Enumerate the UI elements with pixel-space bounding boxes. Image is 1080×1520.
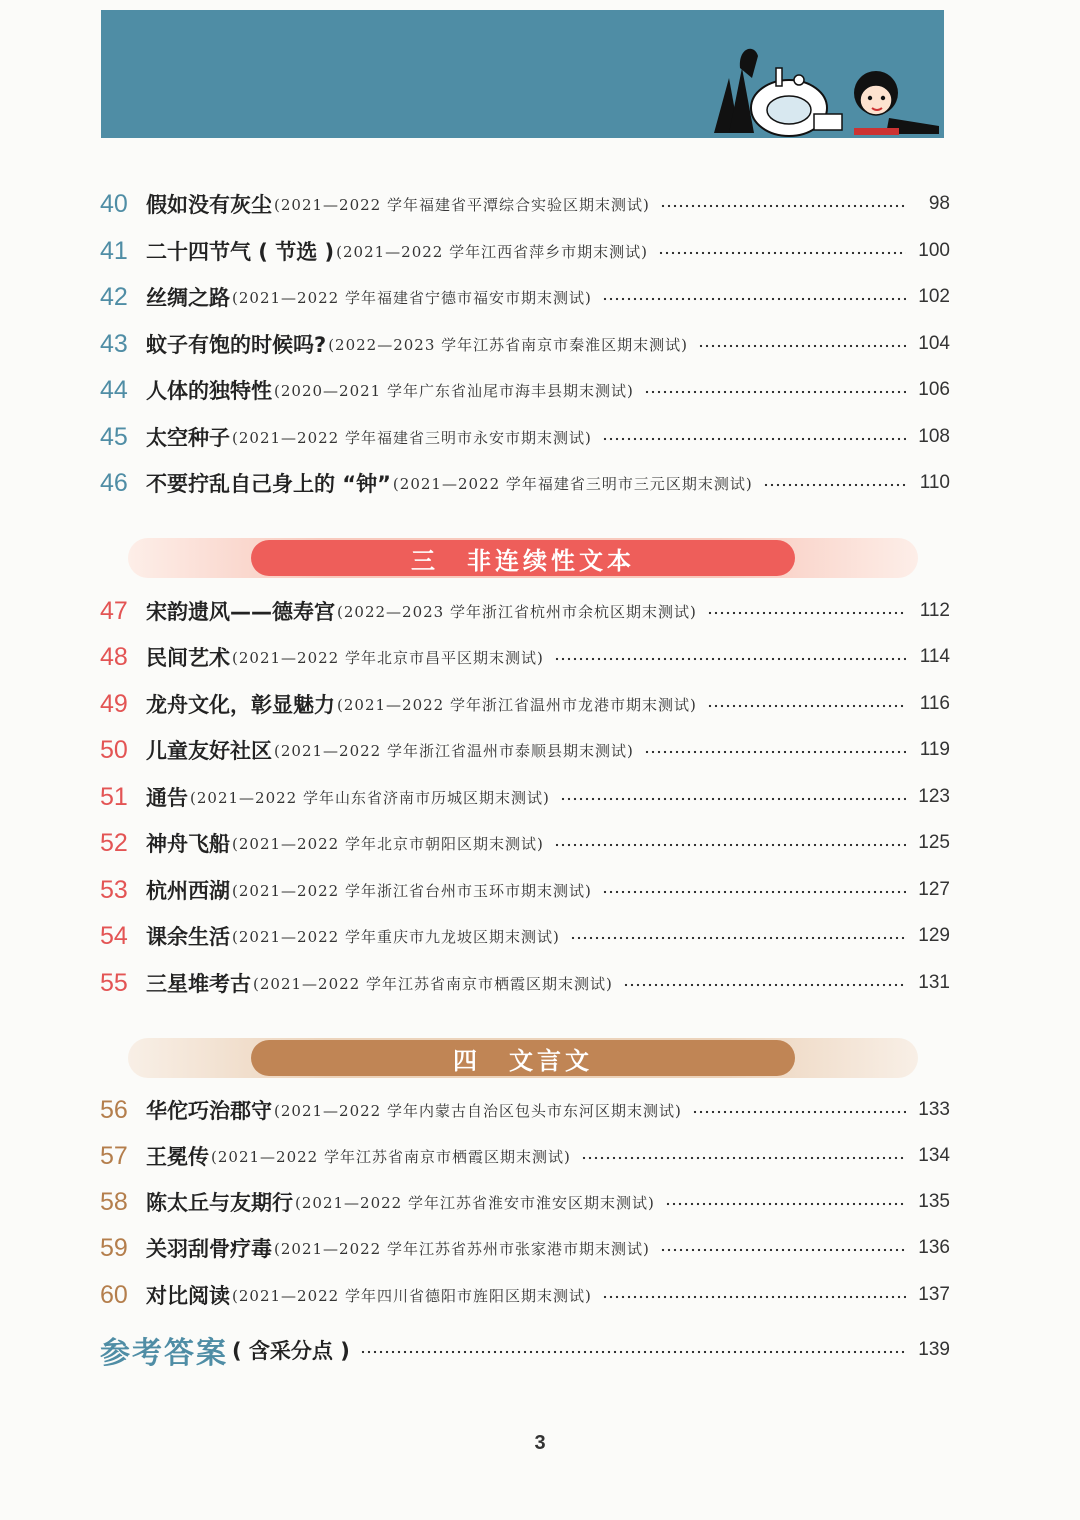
entry-title: 王冕传 xyxy=(146,1145,209,1169)
entry-number: 59 xyxy=(100,1233,128,1262)
entry-source: (2021—2022 学年浙江省台州市玉环市期末测试) xyxy=(232,881,592,900)
entry-number: 49 xyxy=(100,689,128,718)
entry-title: 儿童友好社区 xyxy=(146,739,272,763)
entry-number: 48 xyxy=(100,642,128,671)
entry-page: 137 xyxy=(918,1284,950,1305)
answers-title: 参考答案 xyxy=(100,1336,228,1371)
entry-source: (2021—2022 学年江苏省淮安市淮安区期末测试) xyxy=(295,1193,655,1212)
entry-title: 神舟飞船 xyxy=(146,832,230,856)
leader-dots xyxy=(554,657,906,661)
toc-entry[interactable] xyxy=(100,231,950,271)
entry-page: 112 xyxy=(919,600,950,621)
entry-title: 不要拧乱自己身上的 “钟” xyxy=(146,472,391,496)
entry-source: (2022—2023 学年江苏省南京市秦淮区期末测试) xyxy=(328,335,689,354)
entry-page: 134 xyxy=(918,1145,950,1166)
toc-entry[interactable] xyxy=(100,591,950,631)
leader-dots xyxy=(602,297,906,301)
entry-number: 40 xyxy=(100,189,128,218)
entry-title: 丝绸之路 xyxy=(146,286,230,310)
leader-dots xyxy=(644,390,906,394)
entry-source: (2021—2022 学年重庆市九龙坡区期末测试) xyxy=(232,927,560,946)
entry-number: 52 xyxy=(100,828,128,857)
entry-title: 关羽刮骨疗毒 xyxy=(146,1237,272,1261)
entry-page: 116 xyxy=(919,693,950,714)
leader-dots xyxy=(692,1110,906,1114)
toc-entry[interactable] xyxy=(100,1136,950,1176)
section-header-classical-chinese xyxy=(128,1038,918,1078)
toc-entry[interactable] xyxy=(100,777,950,817)
entry-title: 三星堆考古 xyxy=(146,972,251,996)
entry-page: 102 xyxy=(918,286,950,307)
entry-number: 54 xyxy=(100,921,128,950)
toc-entry[interactable] xyxy=(100,1275,950,1315)
leader-dots xyxy=(581,1156,906,1160)
entry-page: 114 xyxy=(919,646,950,667)
entry-number: 46 xyxy=(100,468,128,497)
entry-title: 龙舟文化，彰显魅力 xyxy=(146,693,335,717)
toc-entry[interactable] xyxy=(100,823,950,863)
leader-dots xyxy=(707,704,906,708)
toc-entry[interactable] xyxy=(100,463,950,503)
section-header-nonlinear-text xyxy=(128,538,918,578)
entry-title: 通告 xyxy=(146,786,188,810)
entry-page: 135 xyxy=(918,1191,950,1212)
toc-entry[interactable] xyxy=(100,277,950,317)
entry-source: (2021—2022 学年北京市昌平区期末测试) xyxy=(232,648,544,667)
toc-entry-answers[interactable] xyxy=(100,1326,950,1374)
entry-source: (2021—2022 学年浙江省温州市泰顺县期末测试) xyxy=(274,741,634,760)
entry-source: (2022—2023 学年浙江省杭州市余杭区期末测试) xyxy=(337,602,697,621)
leader-dots xyxy=(665,1202,906,1206)
leader-dots xyxy=(660,1248,906,1252)
entry-number: 43 xyxy=(100,329,128,358)
entry-title: 蚊子有饱的时候吗? xyxy=(146,333,327,357)
entry-page: 125 xyxy=(918,832,950,853)
entry-number: 41 xyxy=(100,236,128,265)
entry-title: 陈太丘与友期行 xyxy=(146,1191,293,1215)
entry-title: 宋韵遗风——德寿宫 xyxy=(146,600,335,624)
entry-source: (2021—2022 学年江西省萍乡市期末测试) xyxy=(336,242,648,261)
entry-page: 139 xyxy=(918,1339,950,1360)
header-banner xyxy=(101,10,944,138)
leader-dots xyxy=(602,890,906,894)
entry-number: 51 xyxy=(100,782,128,811)
entry-page: 136 xyxy=(918,1237,950,1258)
entry-page: 119 xyxy=(919,739,950,760)
toc-entry[interactable] xyxy=(100,870,950,910)
entry-number: 44 xyxy=(100,375,128,404)
entry-page: 131 xyxy=(918,972,950,993)
toc-entry[interactable] xyxy=(100,684,950,724)
entry-source: (2021—2022 学年浙江省温州市龙港市期末测试) xyxy=(337,695,697,714)
entry-number: 42 xyxy=(100,282,128,311)
entry-number: 50 xyxy=(100,735,128,764)
entry-page: 127 xyxy=(918,879,950,900)
leader-dots xyxy=(707,611,906,615)
toc-entry[interactable] xyxy=(100,730,950,770)
entry-source: (2021—2022 学年北京市朝阳区期末测试) xyxy=(232,834,544,853)
leader-dots xyxy=(644,750,906,754)
entry-page: 108 xyxy=(918,426,950,447)
toc-entry[interactable] xyxy=(100,637,950,677)
section-label: 三 非连续性文本 xyxy=(251,540,795,576)
entry-page: 129 xyxy=(918,925,950,946)
entry-number: 57 xyxy=(100,1141,128,1170)
entry-source: (2021—2022 学年福建省三明市三元区期末测试) xyxy=(392,474,753,493)
entry-source: (2020—2021 学年广东省汕尾市海丰县期末测试) xyxy=(274,381,634,400)
entry-source: (2021—2022 学年山东省济南市历城区期末测试) xyxy=(190,788,550,807)
leader-dots xyxy=(658,251,906,255)
entry-number: 47 xyxy=(100,596,128,625)
entry-title: 杭州西湖 xyxy=(146,879,230,903)
leader-dots xyxy=(554,843,906,847)
toc-entry[interactable] xyxy=(100,1182,950,1222)
toc-entry[interactable] xyxy=(100,916,950,956)
entry-page: 100 xyxy=(918,240,950,261)
toc-entry[interactable] xyxy=(100,1228,950,1268)
entry-title: 太空种子 xyxy=(146,426,230,450)
toc-entry[interactable] xyxy=(100,417,950,457)
toc-entry[interactable] xyxy=(100,963,950,1003)
entry-source: (2021—2022 学年内蒙古自治区包头市东河区期末测试) xyxy=(274,1101,682,1120)
entry-page: 123 xyxy=(918,786,950,807)
entry-title: 二十四节气 ( 节选 ) xyxy=(146,240,335,264)
entry-page: 104 xyxy=(918,333,950,354)
leader-dots xyxy=(560,797,906,801)
entry-title: 华佗巧治郡守 xyxy=(146,1099,272,1123)
toc-entry[interactable] xyxy=(100,1090,950,1130)
leader-dots xyxy=(698,344,906,348)
entry-number: 60 xyxy=(100,1280,128,1309)
entry-page: 98 xyxy=(928,193,950,214)
entry-number: 45 xyxy=(100,422,128,451)
entry-page: 110 xyxy=(919,472,950,493)
entry-number: 53 xyxy=(100,875,128,904)
entry-page: 133 xyxy=(918,1099,950,1120)
leader-dots xyxy=(360,1350,906,1354)
entry-number: 56 xyxy=(100,1095,128,1124)
leader-dots xyxy=(602,437,906,441)
entry-source: (2021—2022 学年福建省平潭综合实验区期末测试) xyxy=(274,195,650,214)
leader-dots xyxy=(763,483,906,487)
entry-source: (2021—2022 学年江苏省苏州市张家港市期末测试) xyxy=(274,1239,650,1258)
leader-dots xyxy=(570,936,906,940)
cartoon-illustration-icon xyxy=(694,38,944,138)
entry-source: (2021—2022 学年江苏省南京市栖霞区期末测试) xyxy=(211,1147,571,1166)
leader-dots xyxy=(623,983,906,987)
entry-number: 58 xyxy=(100,1187,128,1216)
entry-title: 人体的独特性 xyxy=(146,379,272,403)
section-label: 四 文言文 xyxy=(251,1040,795,1076)
toc-entry[interactable] xyxy=(100,370,950,410)
leader-dots xyxy=(660,204,906,208)
entry-title: 对比阅读 xyxy=(146,1284,230,1308)
entry-title: 课余生活 xyxy=(146,925,230,949)
entry-page: 106 xyxy=(918,379,950,400)
toc-entry[interactable] xyxy=(100,184,950,224)
entry-title: 假如没有灰尘 xyxy=(146,193,272,217)
page-number: 3 xyxy=(534,1432,546,1454)
entry-title: 民间艺术 xyxy=(146,646,230,670)
leader-dots xyxy=(602,1295,906,1299)
entry-source: (2021—2022 学年江苏省南京市栖霞区期末测试) xyxy=(253,974,613,993)
entry-source: (2021—2022 学年福建省三明市永安市期末测试) xyxy=(232,428,592,447)
answers-note: ( 含采分点 ) xyxy=(232,1339,350,1363)
entry-source: (2021—2022 学年福建省宁德市福安市期末测试) xyxy=(232,288,592,307)
toc-entry[interactable] xyxy=(100,324,950,364)
entry-source: (2021—2022 学年四川省德阳市旌阳区期末测试) xyxy=(232,1286,592,1305)
entry-number: 55 xyxy=(100,968,128,997)
